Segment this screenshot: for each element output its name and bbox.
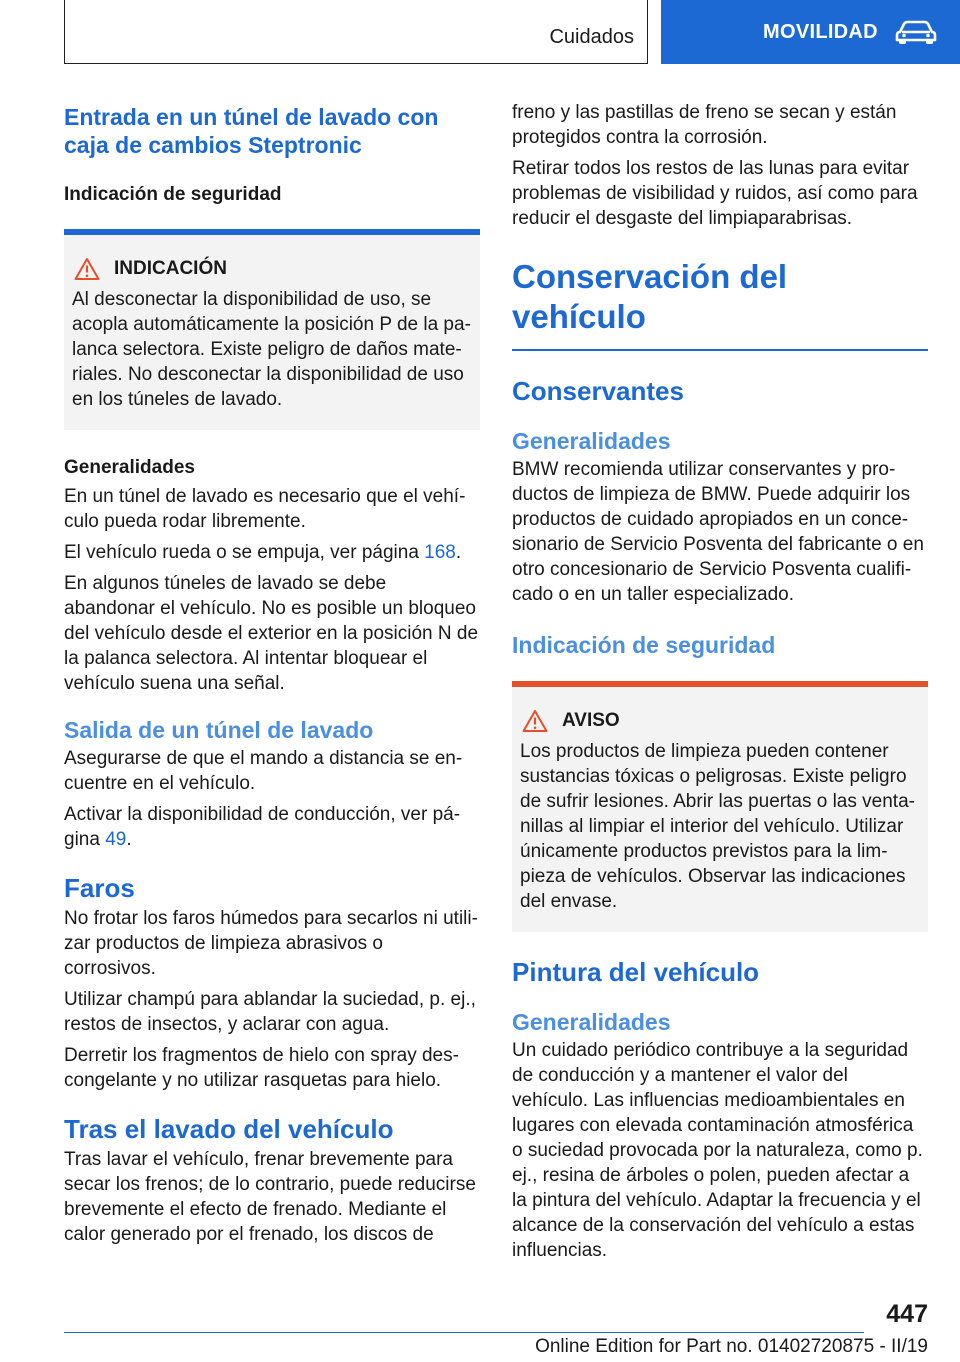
safety-note-heading: Indicación de seguridad (64, 184, 282, 205)
header-section-title: Cuidados (549, 26, 634, 48)
notice-box-indicacion (64, 229, 480, 430)
paragraph: Derretir los fragmentos de hielo con spray descongelante y no utilizar rasquetas para hielo. (64, 1045, 459, 1091)
paint-heading: Pintura del vehículo (512, 957, 760, 987)
paragraph: BMW recomienda utilizar conservantes y productos de limpieza de BMW. Puede adquirir los productos de cuidado apropiados en un concesionario de Servicio Posventa del fabricante o en otro concesionario de Servicio Posventa cualificado o en un taller especializado. (512, 459, 924, 605)
notice-title: INDICACIÓN (114, 258, 227, 279)
car-icon (894, 19, 938, 45)
warning-triangle-icon (522, 709, 548, 733)
preservatives-heading: Conservantes (512, 376, 684, 406)
page-link-49[interactable]: 49 (105, 829, 127, 850)
header-chapter-tab[interactable] (661, 0, 960, 64)
text: . (126, 829, 132, 850)
paragraph: En algunos túneles de lavado se debe abandonar el vehículo. No es posible un bloqueo del vehículo desde el exterior en la posición N de la palanca selectora. Al intentar bloquear el vehículo suena una señal. (64, 573, 479, 694)
paragraph: Tras lavar el vehículo, frenar brevemente para secar los frenos; de lo contrario, puede reducirse brevemente el efecto de frenado. Mediante el calor generado por el frenado, los discos de (64, 1149, 476, 1245)
notice-header (72, 257, 472, 281)
heading-divider (512, 349, 928, 351)
footer-divider (64, 1332, 864, 1333)
paragraph: freno y las pastillas de freno se secan y están protegidos contra la corrosión. (512, 102, 897, 148)
paragraph: En un túnel de lavado es necesario que el vehículo pueda rodar libremente. (64, 486, 466, 532)
paragraph: Retirar todos los restos de las lunas para evitar problemas de visibilidad y ruidos, así como para reducir el desgaste del limpiaparabrisas. (512, 158, 918, 229)
section-title-car-wash-steptronic: Entrada en un túnel de lavado con caja de cambios Steptronic (64, 104, 439, 158)
paragraph-with-link (64, 802, 480, 852)
left-column (64, 100, 480, 1247)
notice-header (520, 709, 920, 733)
page-link-168[interactable]: 168 (424, 542, 456, 563)
notice-box-aviso (512, 681, 928, 932)
paragraph: Utilizar champú para ablandar la suciedad, p. ej., restos de insectos, y aclarar con agua. (64, 989, 476, 1035)
paragraph: Un cuidado periódico contribuye a la seguridad de conducción y a mantener el valor del vehículo. Las influencias medioambientales en lugares con elevada contaminación atmosférica o suciedad provocada por la naturaleza, como p. ej., resina de árboles o polen, pueden afectar a la pintura del vehículo. Adaptar la frecuencia y el alcance de la conservación del vehículo a estas influencias. (512, 1040, 923, 1261)
general-heading: Generalidades (64, 457, 195, 478)
footer-edition: Online Edition for Part no. 01402720875 - II/19 (535, 1336, 928, 1357)
page-number: 447 (886, 1300, 928, 1328)
after-wash-heading: Tras el lavado del vehículo (64, 1114, 394, 1144)
notice-text: Al desconectar la disponibilidad de uso, se acopla automáticamente la posición P de la palanca selectora. Existe peligro de daños materiales. No desconectar la disponibilidad de uso en los túneles de lavado. (72, 289, 471, 410)
paragraph-with-link (64, 540, 480, 565)
text: El vehículo rueda o se empuja, ver página (64, 542, 425, 563)
notice-title: AVISO (562, 710, 620, 731)
warning-triangle-icon (74, 257, 100, 281)
text: Activar la disponibilidad de conducción, ver página (64, 804, 461, 850)
car-wash-exit-heading: Salida de un túnel de lavado (64, 717, 374, 743)
chapter-tab-label: MOVILIDAD (763, 20, 878, 43)
main-chapter-heading: Conservación del vehículo (512, 258, 788, 335)
paragraph: Asegurarse de que el mando a distancia se encuentre en el vehículo. (64, 748, 463, 794)
paragraph: No frotar los faros húmedos para secarlos ni utilizar productos de limpieza abrasivos o corrosivos. (64, 908, 478, 979)
headlights-heading: Faros (64, 873, 135, 903)
right-column (512, 100, 928, 1263)
notice-text: Los productos de limpieza pueden contener sustancias tóxicas o peligrosas. Existe peligro de sufrir lesiones. Abrir las puertas o las ventanillas al limpiar el interior del vehículo. Utilizar únicamente productos previstos para la limpieza de vehículos. Observar las indicaciones del envase. (520, 741, 915, 912)
text: . (455, 542, 462, 563)
general-subheading: Generalidades (512, 1009, 671, 1035)
general-subheading: Generalidades (512, 428, 671, 454)
safety-note-heading-right: Indicación de seguridad (512, 632, 776, 658)
